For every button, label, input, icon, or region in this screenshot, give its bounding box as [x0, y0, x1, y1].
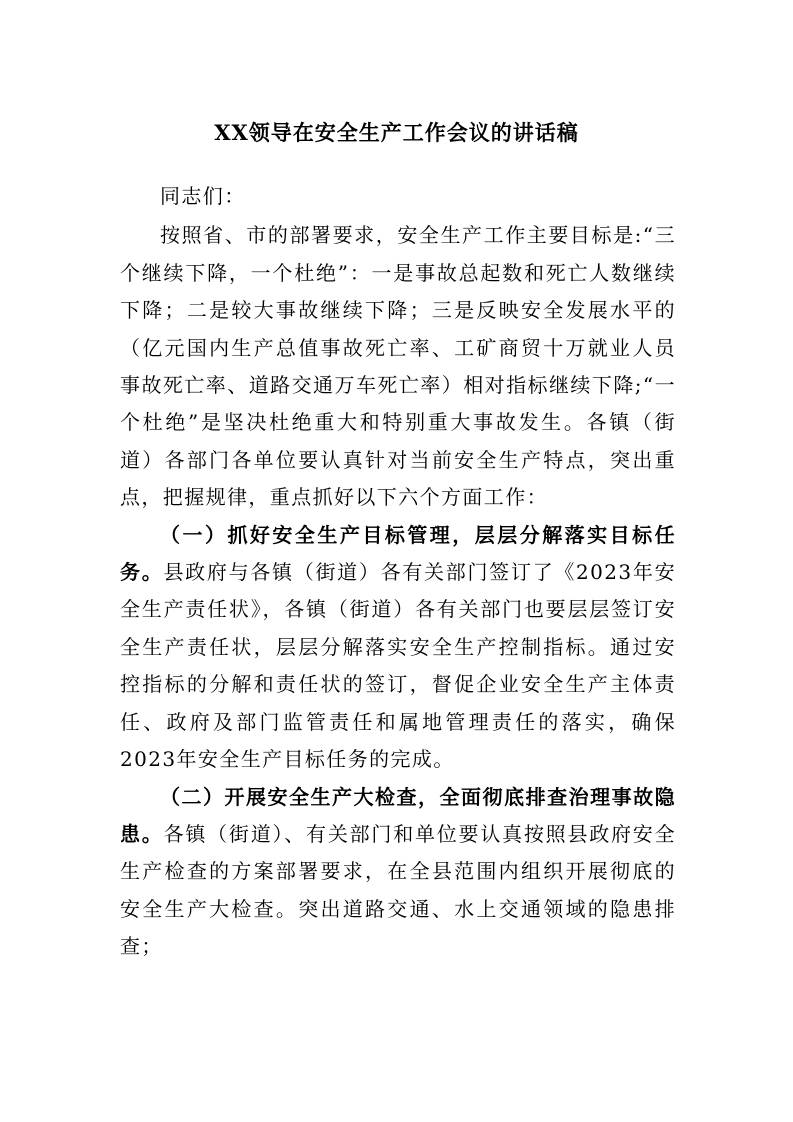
section-2-text: 各镇（街道）、有关部门和单位要认真按照县政府安全生产检查的方案部署要求，在全县范围内组织开展彻底的安全生产大检查。突出道路交通、水上交通领域的隐患排查； — [120, 821, 676, 959]
section-1-text: 县政府与各镇（街道）各有关部门签订了《2023年安全生产责任状》，各镇（街道）各有关部门也要层层签订安全生产责任状，层层分解落实安全生产控制指标。通过安控指标的分解和责任状的签订，督促企业安全生产主体责任、政府及部门监管责任和属地管理责任的落实，确保2023年安全生产目标任务的完成。 — [120, 560, 676, 772]
salutation: 同志们： — [160, 184, 246, 208]
section-2-heading: （二）开展安全生产大检查，全面彻底排查治理事故隐患。 — [120, 784, 676, 846]
document-body — [120, 178, 676, 966]
intro-paragraph: 按照省、市的部署要求，安全生产工作主要目标是:“三个继续下降，一个杜绝”：一是事故总起数和死亡人数继续下降；二是较大事故继续下降；三是反映安全发展水平的（亿元国内生产总值事故死亡率、工矿商贸十万就业人员事故死亡率、道路交通万车死亡率）相对指标继续下降;“一个杜绝”是坚决杜绝重大和特别重大事故发生。各镇（街道）各部门各单位要认真针对当前安全生产特点，突出重点，把握规律，重点抓好以下六个方面工作： — [120, 223, 676, 510]
section-1-paragraph — [120, 517, 676, 779]
section-1-heading: （一）抓好安全生产目标管理，层层分解落实目标任务。 — [120, 522, 676, 585]
document-title: XX领导在安全生产工作会议的讲话稿 — [214, 120, 579, 145]
section-2-paragraph — [120, 779, 676, 966]
